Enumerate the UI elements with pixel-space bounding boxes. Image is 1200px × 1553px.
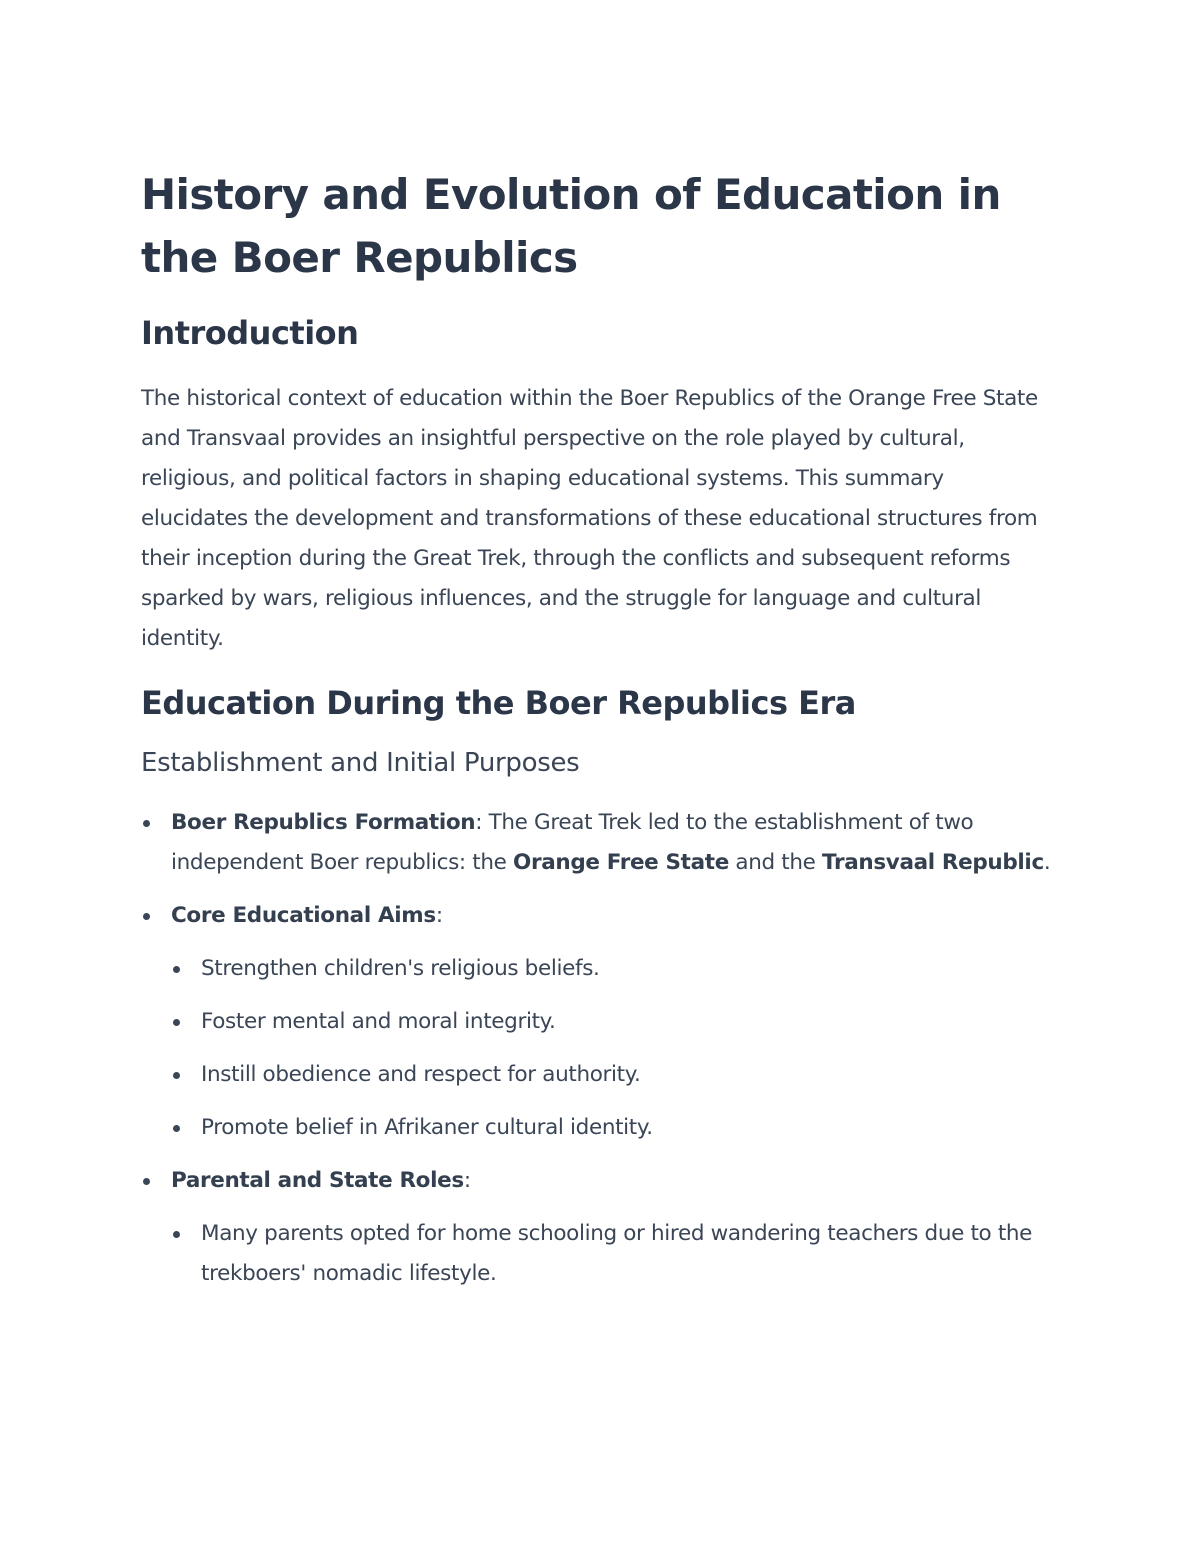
transvaal-republic-term: Transvaal Republic	[822, 850, 1044, 875]
document-title: History and Evolution of Education in the Boer Republics	[141, 170, 1001, 282]
formation-text-after: .	[1043, 850, 1051, 875]
establishment-subheading: Establishment and Initial Purposes	[141, 748, 580, 778]
bullet-icon	[143, 1178, 150, 1185]
aim-item	[171, 1108, 1056, 1148]
formation-text-before: : The Great Trek led to the establishment of two independent Boer republics: the	[171, 810, 974, 875]
bullet-icon	[173, 1231, 180, 1238]
aim-text: Foster mental and moral integrity.	[201, 1009, 556, 1034]
roles-label: Parental and State Roles	[171, 1168, 464, 1193]
bullet-icon	[173, 1125, 180, 1132]
aims-label: Core Educational Aims	[171, 903, 436, 928]
formation-list-item	[141, 803, 1056, 883]
role-item	[171, 1214, 1056, 1294]
aim-text: Promote belief in Afrikaner cultural identity.	[201, 1115, 653, 1140]
roles-list-item	[141, 1161, 1056, 1294]
aims-label-suffix: :	[435, 903, 443, 928]
orange-free-state-term: Orange Free State	[513, 850, 729, 875]
aim-item	[171, 1002, 1056, 1042]
introduction-heading: Introduction	[141, 314, 359, 352]
role-text: Many parents opted for home schooling or hired wandering teachers due to the trekboers' nomadic lifestyle.	[201, 1221, 1033, 1286]
era-heading: Education During the Boer Republics Era	[141, 684, 856, 722]
bullet-icon	[143, 913, 150, 920]
formation-text-middle: and the	[728, 850, 823, 875]
bullet-icon	[173, 1019, 180, 1026]
bullet-icon	[143, 820, 150, 827]
roles-sublist	[171, 1214, 1056, 1294]
aim-item	[171, 1055, 1056, 1095]
aim-text: Strengthen children's religious beliefs.	[201, 956, 600, 981]
roles-label-suffix: :	[463, 1168, 471, 1193]
aim-text: Instill obedience and respect for authority.	[201, 1062, 641, 1087]
aims-list-item	[141, 896, 1056, 1148]
era-bullet-list	[141, 803, 1056, 1294]
aim-item	[171, 949, 1056, 989]
bullet-icon	[173, 1072, 180, 1079]
document-page	[141, 163, 1056, 1307]
formation-label: Boer Republics Formation	[171, 810, 476, 835]
introduction-paragraph: The historical context of education within the Boer Republics of the Orange Free State and Transvaal provides an insightful perspective on the role played by cultural, religious, and political factors in shaping educational systems. This summary elucidates the development and transformations of these educational structures from their inception during the Great Trek, through the conflicts and subsequent reforms sparked by wars, religious influences, and the struggle for language and cultural identity.	[141, 386, 1038, 651]
bullet-icon	[173, 966, 180, 973]
aims-sublist	[171, 949, 1056, 1148]
